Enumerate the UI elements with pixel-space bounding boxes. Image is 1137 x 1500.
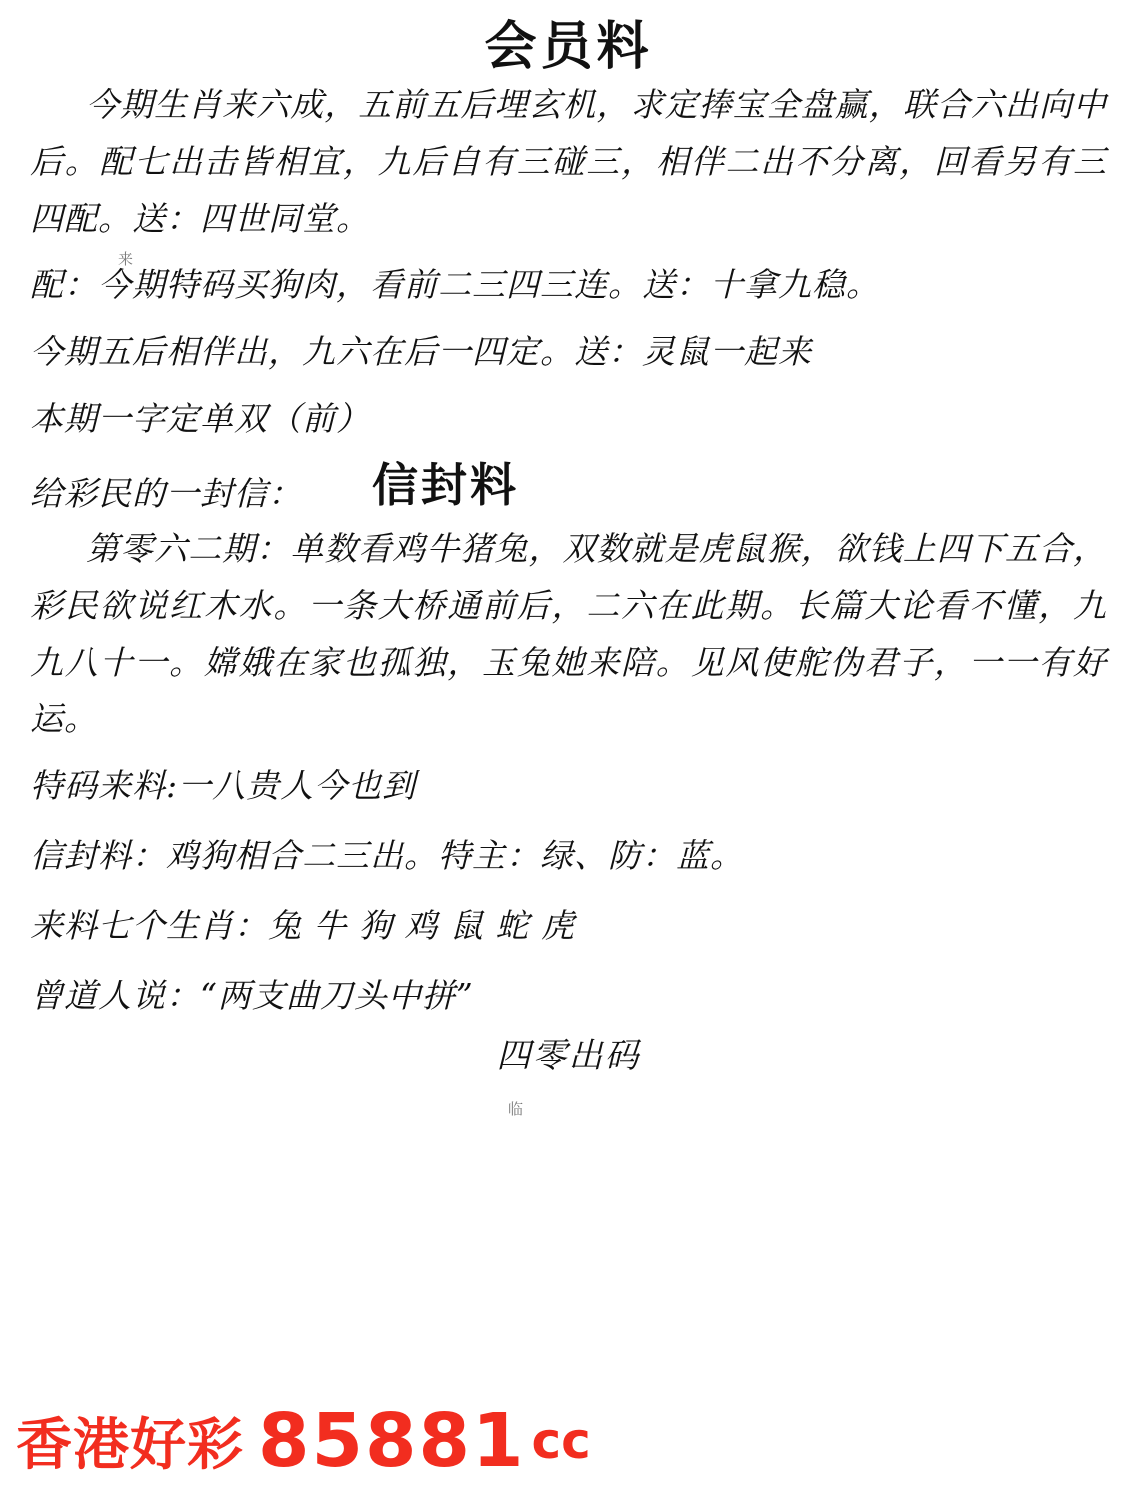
xinfeng-line: 信封料：鸡狗相合二三出。特主：绿、防：蓝。: [30, 836, 744, 876]
paragraph-1: 今期生肖来六成，五前五后埋玄机，求定捧宝全盘赢，联合六出向中后。配七出击皆相宜，九后自有三碰三，相伴二出不分离，回看另有三四配。送：四世同堂。: [30, 85, 1107, 238]
watermark: [16, 1398, 591, 1484]
paragraph-2: 配：今期特码买狗肉，看前二三四三连。送：十拿九稳。: [30, 265, 880, 305]
letter-lead: 给彩民的一封信：: [30, 474, 302, 514]
watermark-number: 85881: [258, 1398, 526, 1484]
letter-body-1: 第零六二期：单数看鸡牛猪兔，双数就是虎鼠猴，欲钱上四下五合，彩民欲说红木水。一条大桥通前后，二六在此期。长篇大论看不懂，九九八十一。嫦娥在家也孤独，玉兔她来陪。见风使舵伪君子，一一有好运。: [30, 529, 1107, 739]
watermark-suffix: cc: [531, 1412, 591, 1470]
paragraph-3: 今期五后相伴出，九六在后一四定。送：灵鼠一起来: [30, 332, 812, 372]
page-title: 会员料: [484, 16, 653, 77]
section-title: 信封料: [372, 458, 519, 513]
letter-heading-row: [30, 449, 1107, 515]
paragraph-4: 本期一字定单双（前）: [30, 398, 370, 438]
ink-smudge-tema: 临: [508, 1100, 524, 1118]
bottom-line: 四零出码: [496, 1036, 641, 1077]
watermark-brand: 香港好彩: [16, 1413, 244, 1478]
zengdaoren-line: 曾道人说：“两支曲刀头中拼”: [30, 976, 474, 1016]
ink-smudge-top: 来: [118, 250, 134, 268]
tema-line: 特码来料:一八贵人今也到: [30, 766, 417, 806]
shengxiao-line: 来料七个生肖：兔 牛 狗 鸡 鼠 蛇 虎: [30, 906, 575, 946]
